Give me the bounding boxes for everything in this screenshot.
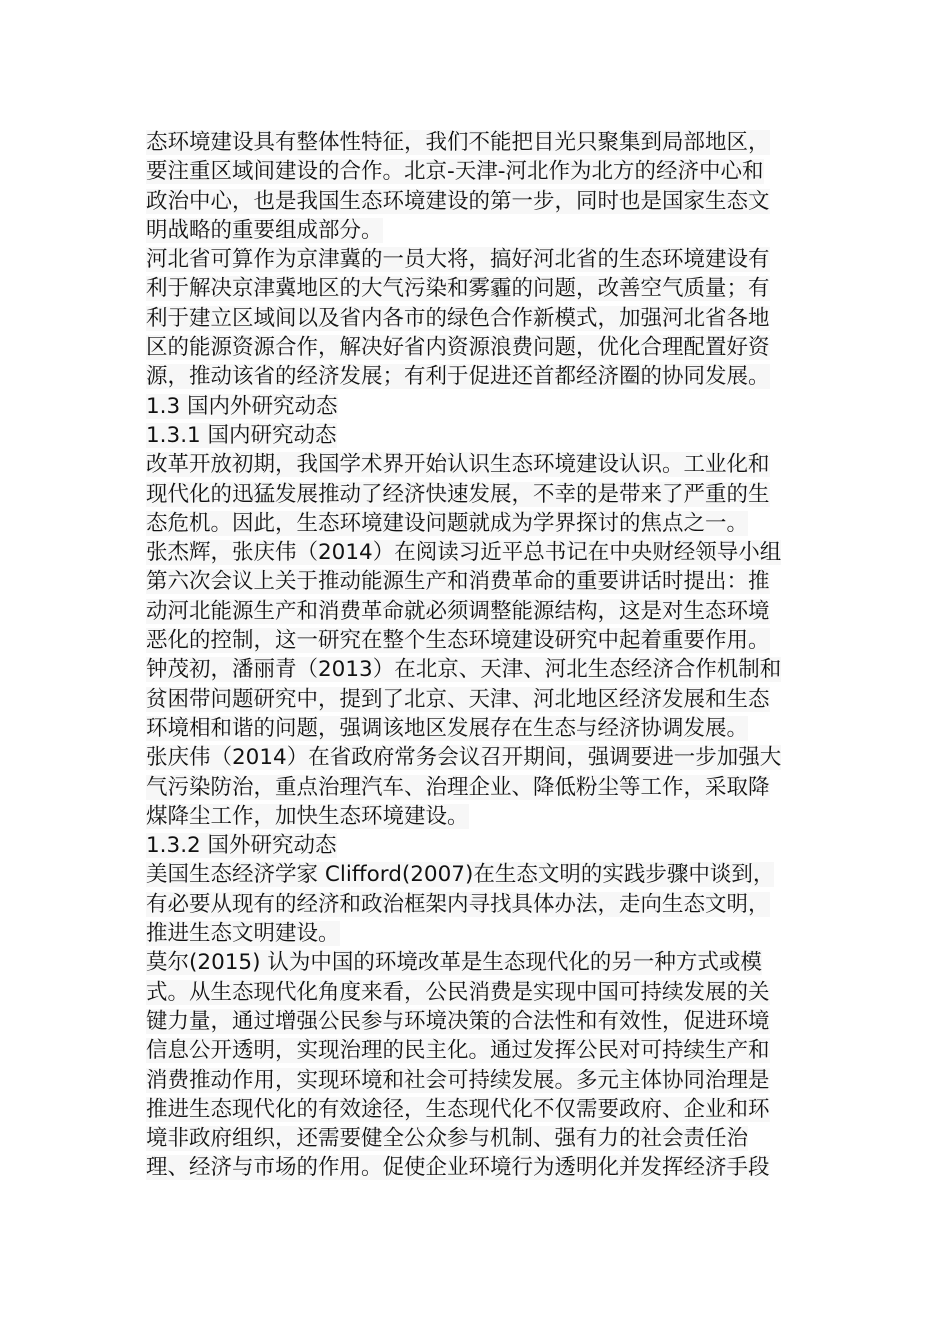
text-line: 有必要从现有的经济和政治框架内寻找具体办法，走向生态文明， [146,891,770,917]
text-line: 信息公开透明，实现治理的民主化。通过发挥公民对可持续生产和 [146,1038,770,1064]
text-line: 区的能源资源合作，解决好省内资源浪费问题，优化合理配置好资 [146,335,770,361]
text-line: 消费推动作用，实现环境和社会可持续发展。多元主体协同治理是 [146,1067,770,1093]
text-line: 源，推动该省的经济发展；有利于促进还首都经济圈的协同发展。 [146,364,770,390]
text-line: 张庆伟（2014）在省政府常务会议召开期间，强调要进一步加强大 [146,745,782,771]
text-line: 钟茂初，潘丽青（2013）在北京、天津、河北生态经济合作机制和 [146,657,782,683]
text-line: 明战略的重要组成部分。 [146,217,383,243]
document-body [146,128,810,1183]
text-line: 莫尔(2015) 认为中国的环境改革是生态现代化的另一种方式或模 [146,950,762,976]
text-line: 张杰辉，张庆伟（2014）在阅读习近平总书记在中央财经领导小组 [146,540,782,566]
text-line: 煤降尘工作，加快生态环境建设。 [146,803,469,829]
subsection-heading: 1.3.1 国内研究动态 [146,422,337,448]
text-line: 改革开放初期，我国学术界开始认识生态环境建设认识。工业化和 [146,452,770,478]
text-line: 现代化的迅猛发展推动了经济快速发展，不幸的是带来了严重的生 [146,481,770,507]
text-line: 恶化的控制，这一研究在整个生态环境建设研究中起着重要作用。 [146,628,770,654]
text-line: 境非政府组织，还需要健全公众参与机制、强有力的社会责任治 [146,1126,749,1152]
text-line: 键力量，通过增强公民参与环境决策的合法性和有效性，促进环境 [146,1008,770,1034]
text-line: 环境相和谐的问题，强调该地区发展存在生态与经济协调发展。 [146,715,749,741]
text-line: 美国生态经济学家 Clifford(2007)在生态文明的实践步骤中谈到， [146,862,775,888]
text-line: 贫困带问题研究中，提到了北京、天津、河北地区经济发展和生态 [146,686,770,712]
text-line: 态环境建设具有整体性特征，我们不能把目光只聚集到局部地区， [146,130,770,155]
text-line: 第六次会议上关于推动能源生产和消费革命的重要讲话时提出：推 [146,569,770,595]
text-line: 政治中心，也是我国生态环境建设的第一步，同时也是国家生态文 [146,188,770,214]
text-line: 式。从生态现代化角度来看，公民消费是实现中国可持续发展的关 [146,979,770,1005]
text-line: 动河北能源生产和消费革命就必须调整能源结构，这是对生态环境 [146,598,770,624]
text-line: 推进生态文明建设。 [146,921,340,947]
text-line: 利于解决京津冀地区的大气污染和雾霾的问题，改善空气质量；有 [146,276,770,302]
text-line: 理、经济与市场的作用。促使企业环境行为透明化并发挥经济手段 [146,1155,770,1181]
text-line: 河北省可算作为京津冀的一员大将，搞好河北省的生态环境建设有 [146,247,770,273]
subsection-heading: 1.3.2 国外研究动态 [146,833,337,859]
text-line: 态危机。因此，生态环境建设问题就成为学界探讨的焦点之一。 [146,510,749,536]
text-line: 推进生态现代化的有效途径，生态现代化不仅需要政府、企业和环 [146,1096,770,1122]
section-heading: 1.3 国内外研究动态 [146,393,338,419]
text-line: 利于建立区域间以及省内各市的绿色合作新模式，加强河北省各地 [146,305,770,331]
text-line: 要注重区域间建设的合作。北京-天津-河北作为北方的经济中心和 [146,159,764,185]
text-line: 气污染防治，重点治理汽车、治理企业、降低粉尘等工作，采取降 [146,774,770,800]
